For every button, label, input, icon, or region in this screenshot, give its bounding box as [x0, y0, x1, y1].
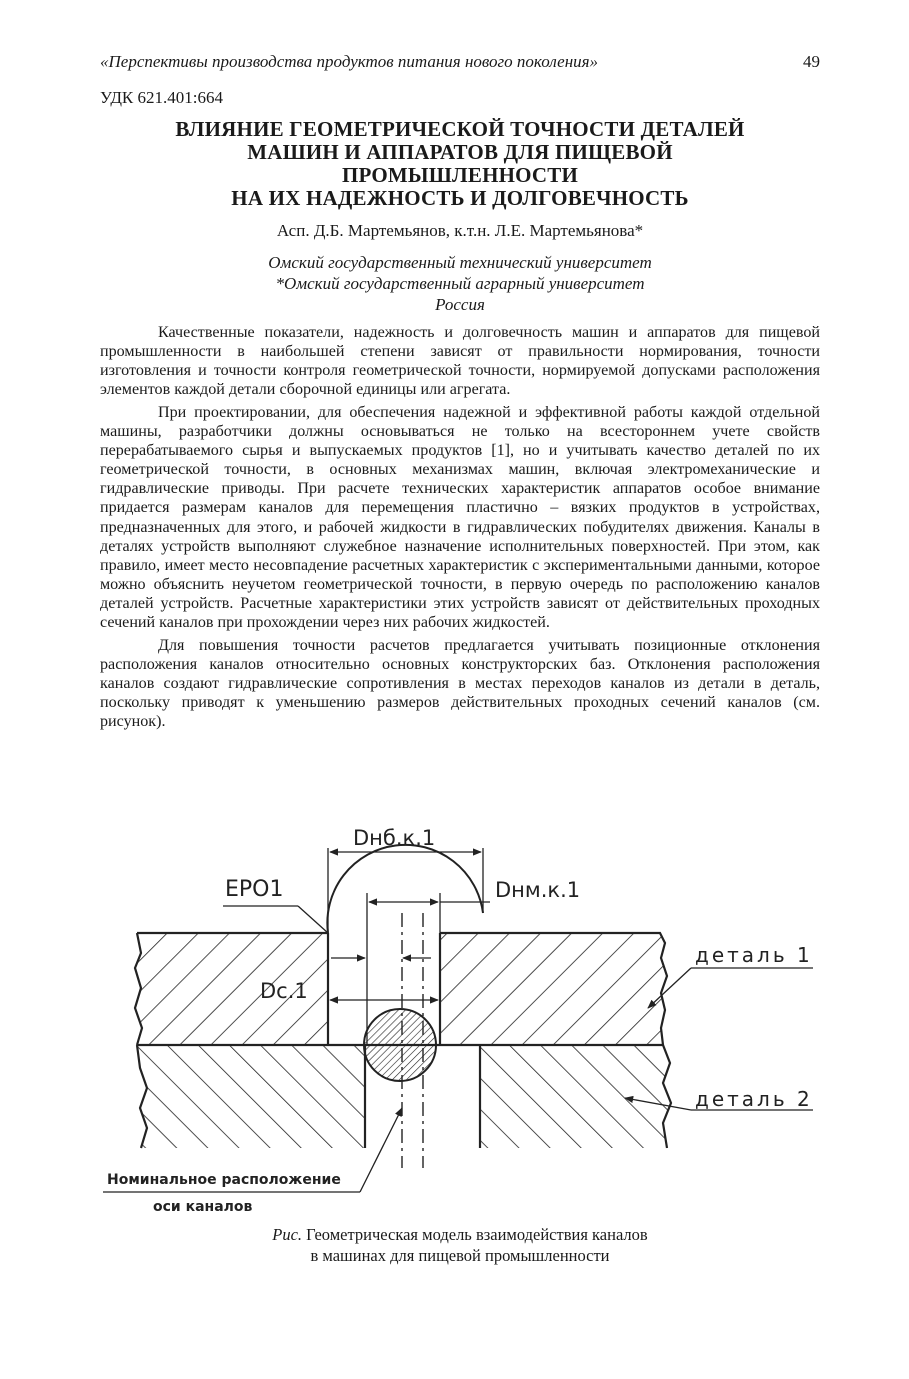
udk-code: УДК 621.401:664 — [100, 88, 223, 107]
figure-caption — [100, 1224, 820, 1266]
label-part-2: деталь 2 — [695, 1087, 813, 1111]
label-epo: EPO1 — [225, 877, 284, 902]
epo-leader — [298, 906, 328, 933]
label-dnb: Dнб.к.1 — [353, 826, 436, 850]
paragraph-1: Качественные показатели, надежность и долговечность машин и аппаратов для пищевой промышленности в наибольшей степени зависят от правильности нормирования, точности изготовления и точности контроля геометрической точности, нормируемой допусками расположения элементов каждой детали сборочной единицы или агрегата. — [100, 324, 820, 399]
affiliation-country: Россия — [435, 295, 485, 314]
channel-overlap-section — [364, 1009, 436, 1081]
paragraph-3: Для повышения точности расчетов предлагается учитывать позиционные отклонения расположения каналов относительно основных конструкторских баз. Отклонения расположения каналов создают гидравлические сопротивления в местах переходов каналов из детали в деталь, поскольку приводят к уменьшению размеров действительных проходных сечений каналов (см. рисунок). — [100, 636, 820, 731]
label-dnm: Dнм.к.1 — [495, 878, 581, 902]
page-number: 49 — [803, 52, 820, 71]
label-nominal-line2: оси каналов — [153, 1199, 253, 1215]
label-dc: Dc.1 — [260, 979, 308, 1003]
caption-line-1 — [100, 1224, 820, 1245]
title-line-4: НА ИХ НАДЕЖНОСТЬ И ДОЛГОВЕЧНОСТЬ — [231, 186, 689, 210]
title-line-2: МАШИН И АППАРАТОВ ДЛЯ ПИЩЕВОЙ — [247, 140, 673, 164]
paper-title — [100, 118, 820, 210]
running-head — [100, 52, 820, 72]
label-nominal-line1: Номинальное расположение — [107, 1172, 341, 1188]
paragraph-2: При проектировании, для обеспечения надежной и эффективной работы каждой отдельной машины, разработчики должны основываться не только на всестороннем учете свойств перерабатываемого сырья и выпускаемых продуктов [1], но и учитывать качество деталей по их геометрической точности, в основных механизмах машин, включая электромеханические и гидравлические приводы. При расчете технических характеристик аппаратов особое внимание придается размерам каналов для перемещения пластично – вязких продуктов в устройствах, предназначенных для этого, и рабочей жидкости в гидравлических побудителях движения. Каналы в деталях устройств выполняют служебное назначение исполнительных поверхностей. При этом, как правило, имеет место несовпадение расчетных характеристик с экспериментальными данными, которое можно объяснить неучетом геометрической точности, в первую очередь по расположению каналов деталей устройств. Расчетные характеристики этих устройств зависят от действительных проходных сечений каналов при прохождении через них рабочих жидкостей. — [100, 403, 820, 632]
authors: Асп. Д.Б. Мартемьянов, к.т.н. Л.Е. Мартемьянова* — [276, 221, 644, 240]
figure-channel-model — [95, 818, 825, 1223]
caption-line-2: в машинах для пищевой промышленности — [310, 1246, 610, 1265]
caption-text-1: Геометрическая модель взаимодействия каналов — [306, 1225, 648, 1244]
title-line-1: ВЛИЯНИЕ ГЕОМЕТРИЧЕСКОЙ ТОЧНОСТИ ДЕТАЛЕЙ — [175, 117, 745, 141]
label-part-1: деталь 1 — [695, 943, 813, 967]
caption-label: Рис. — [272, 1225, 303, 1244]
affiliation-1: Омский государственный технический университет — [268, 253, 652, 272]
figure-drawing — [95, 818, 825, 1218]
affiliations — [100, 252, 820, 315]
journal-title: «Перспективы производства продуктов питания нового поколения» — [100, 52, 599, 71]
title-line-3: ПРОМЫШЛЕННОСТИ — [341, 163, 579, 187]
deviation-arc — [327, 845, 483, 933]
affiliation-2: *Омский государственный аграрный университет — [275, 274, 645, 293]
body-text — [100, 323, 820, 734]
